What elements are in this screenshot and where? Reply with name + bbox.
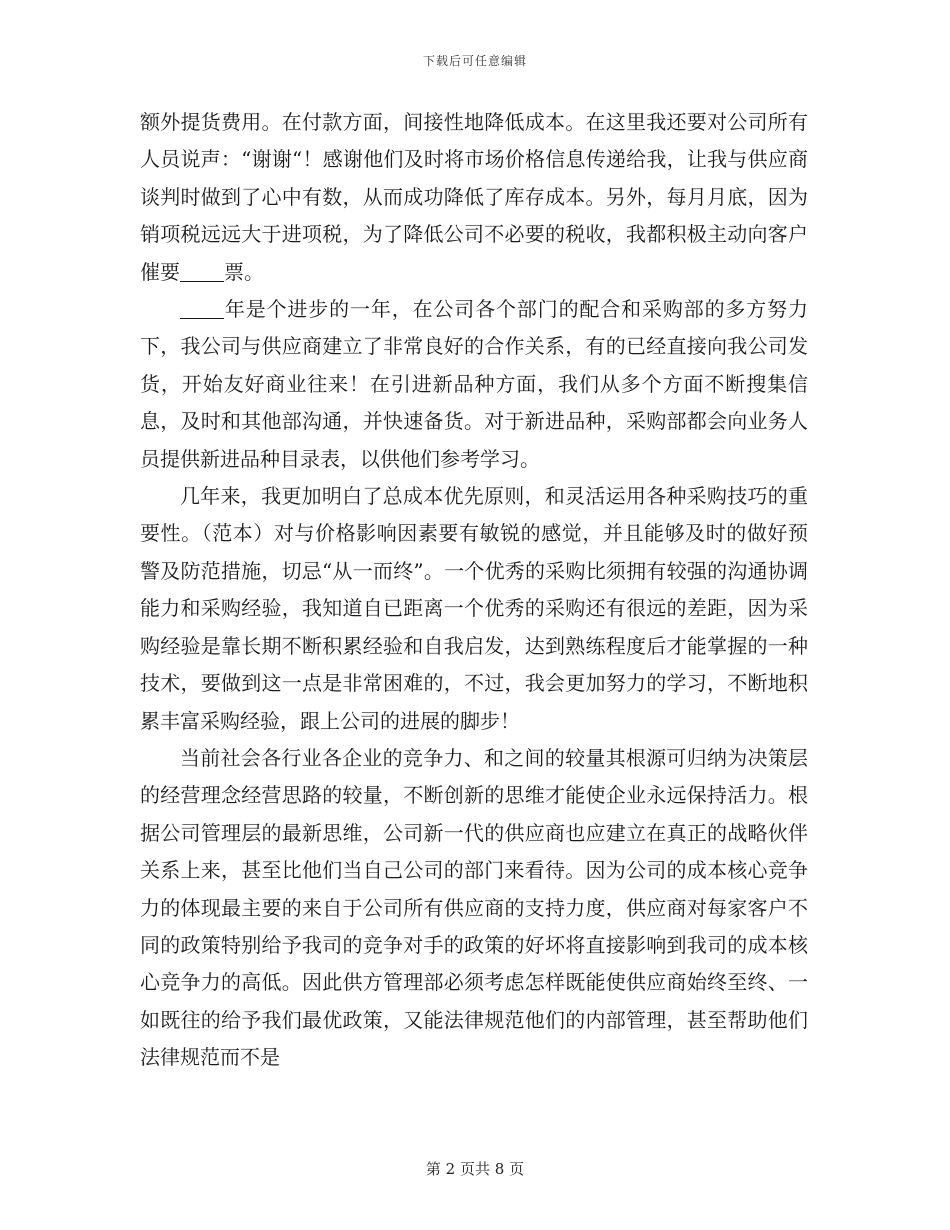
page-header: 下载后可任意编辑 — [422, 54, 527, 68]
blank-line — [180, 261, 224, 282]
paragraph-1-text-b: 票。 — [224, 259, 264, 284]
paragraph-2-text: 年是个进步的一年，在公司各个部门的配合和采购部的多方努力下，我公司与供应商建立了非常良好的合作关系，有的已经直接向我公司发货，开始友好商业往来！在引进新品种方面，我们从多个方面不断搜集信息，及时和其他部沟通，并快速备货。对于新进品种，采购部都会向业务人员提供新进品种目录表，以供他们参考学习。 — [140, 297, 808, 471]
paragraph-1 — [140, 104, 808, 291]
page-number: 第 2 页共 8 页 — [425, 1160, 525, 1178]
blank-line — [180, 298, 224, 319]
paragraph-2 — [140, 291, 808, 478]
paragraph-3: 几年来，我更加明白了总成本优先原则，和灵活运用各种采购技巧的重要性。（范本）对与价格影响因素要有敏锐的感觉，并且能够及时的做好预警及防范措施，切忌“从一而终”。一个优秀的采购比须拥有较强的沟通协调能力和采购经验，我知道自已距离一个优秀的采购还有很远的差距，因为采购经验是靠长期不断积累经验和自我启发，达到熟练程度后才能掌握的一种技术，要做到这一点是非常困难的，不过，我会更加努力的学习，不断地积累丰富采购经验，跟上公司的进展的脚步！ — [140, 484, 808, 733]
paragraph-1-text-a: 额外提货费用。在付款方面，间接性地降低成本。在这里我还要对公司所有人员说声：“谢谢“！感谢他们及时将市场价格信息传递给我，让我与供应商谈判时做到了心中有数，从而成功降低了库存成本。另外，每月月底，因为销项税远远大于进项税，为了降低公司不必要的税收，我都积极主动向客户催要 — [140, 110, 808, 284]
document-body — [140, 104, 808, 1077]
paragraph-4: 当前社会各行业各企业的竞争力、和之间的较量其根源可归纳为决策层的经营理念经营思路的较量，不断创新的思维才能使企业永远保持活力。根据公司管理层的最新思维，公司新一代的供应商也应建立在真正的战略伙伴关系上来，甚至比他们当自己公司的部门来看待。因为公司的成本核心竞争力的体现最主要的来自于公司所有供应商的支持力度，供应商对每家客户不同的政策特别给予我司的竞争对手的政策的好坏将直接影响到我司的成本核心竞争力的高低。因此供方管理部必须考虑怎样既能使供应商始终至终、一如既往的给予我们最优政策，又能法律规范他们的内部管理，甚至帮助他们法律规范而不是 — [140, 745, 808, 1070]
